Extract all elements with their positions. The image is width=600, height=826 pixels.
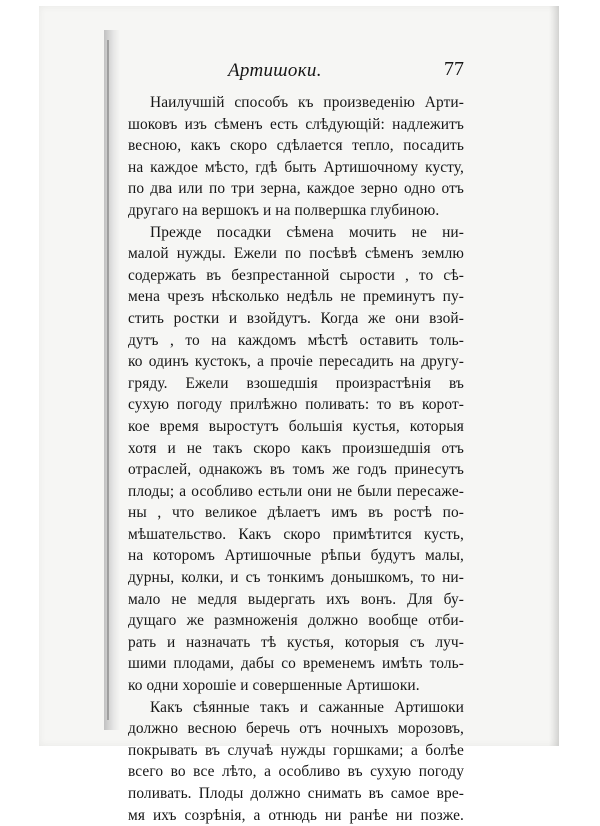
text-line: отраслей, однакожъ въ томъ же годъ принесутъ: [128, 461, 464, 479]
text-line: плоды; а особливо естьли они не были пересаже-: [128, 482, 464, 500]
paragraph: [128, 697, 464, 826]
text-line: дурны, колки, и съ тонкимъ донышкомъ, то ни-: [128, 569, 464, 587]
running-head: Артишоки.: [228, 60, 322, 81]
text-line: Прежде посадки сѣмена мочить не ни-: [150, 223, 464, 241]
text-line: на которомъ Артишочные рѣпьи будутъ малы,: [128, 547, 464, 565]
text-line: рать и назначать тѣ кустья, которыя съ луч-: [128, 633, 464, 651]
text-line: покрывать въ случаѣ нужды горшками; а болѣе: [128, 741, 464, 759]
text-line: стить ростки и взойдутъ. Когда же они взой-: [128, 309, 464, 327]
text-line: мало не медля выдергать ихъ вонъ. Для бу-: [128, 590, 464, 608]
text-line: весною, какъ скоро сдѣлается тепло, посадить: [128, 137, 464, 155]
text-line: ко одинъ кустокъ, а прочіе пересадить на другу-: [128, 353, 464, 371]
text-line: малой нужды. Ежели по посѣвѣ сѣменъ землю: [128, 245, 464, 263]
text-line: Какъ сѣянные такъ и сажанные Артишоки: [150, 698, 464, 716]
page-header: [128, 56, 464, 86]
text-line: мѣшательство. Какъ скоро примѣтится кусть,: [128, 525, 464, 543]
text-line: всего во все лѣто, а особливо въ сухую погоду: [128, 763, 464, 781]
text-line: мена чрезъ нѣсколько недѣль не преминутъ пу-: [128, 288, 464, 306]
text-line: дутъ , то на каждомъ мѣстѣ оставить толь-: [128, 331, 464, 349]
text-line: дущаго же размноженія должно вообще отби-: [128, 612, 464, 630]
page-number: 77: [444, 58, 464, 80]
text-line: другаго на вершокъ и на полвершка глубиною.: [128, 201, 440, 219]
text-line: хотя и не такъ скоро какъ произшедшія отъ: [128, 439, 464, 457]
text-line: по два или по три зерна, каждое зерно одно отъ: [128, 180, 464, 198]
text-line: Наилучшій способъ къ произведенію Арти-: [150, 94, 464, 111]
paragraph: [128, 92, 464, 222]
paragraph: [128, 222, 464, 697]
text-line: кое время выростутъ большія кустья, которыя: [128, 417, 464, 435]
text-line: гряду. Ежели взошедшія произрастѣнія въ: [128, 374, 464, 392]
binding-edge-line: [107, 40, 109, 720]
text-line: шими плодами, дабы со временемъ имѣть толь-: [128, 655, 464, 673]
text-line: мя ихъ созрѣнія, а отнюдь ни ранѣе ни позже.: [128, 806, 464, 824]
text-line: шоковъ изъ сѣменъ есть слѣдующій: надлежитъ: [128, 115, 464, 133]
page-right-edge: [549, 6, 559, 746]
text-line: содержать въ безпрестанной сырости , то сѣ-: [128, 266, 464, 284]
text-line: должно весною беречь отъ ночныхъ морозовъ,: [128, 720, 464, 738]
text-line: на каждое мѣсто, гдѣ быть Артишочному кусту,: [128, 158, 464, 176]
text-line: ко одни хорошіе и совершенные Артишоки.: [128, 677, 420, 695]
text-line: ны , что великое дѣлаетъ имъ въ ростѣ по-: [128, 504, 464, 522]
text-line: поливать. Плоды должно снимать въ самое вре-: [128, 785, 464, 802]
body-text: [128, 92, 464, 826]
text-line: сухую погоду прилѣжно поливать: то въ корот-: [128, 396, 464, 414]
